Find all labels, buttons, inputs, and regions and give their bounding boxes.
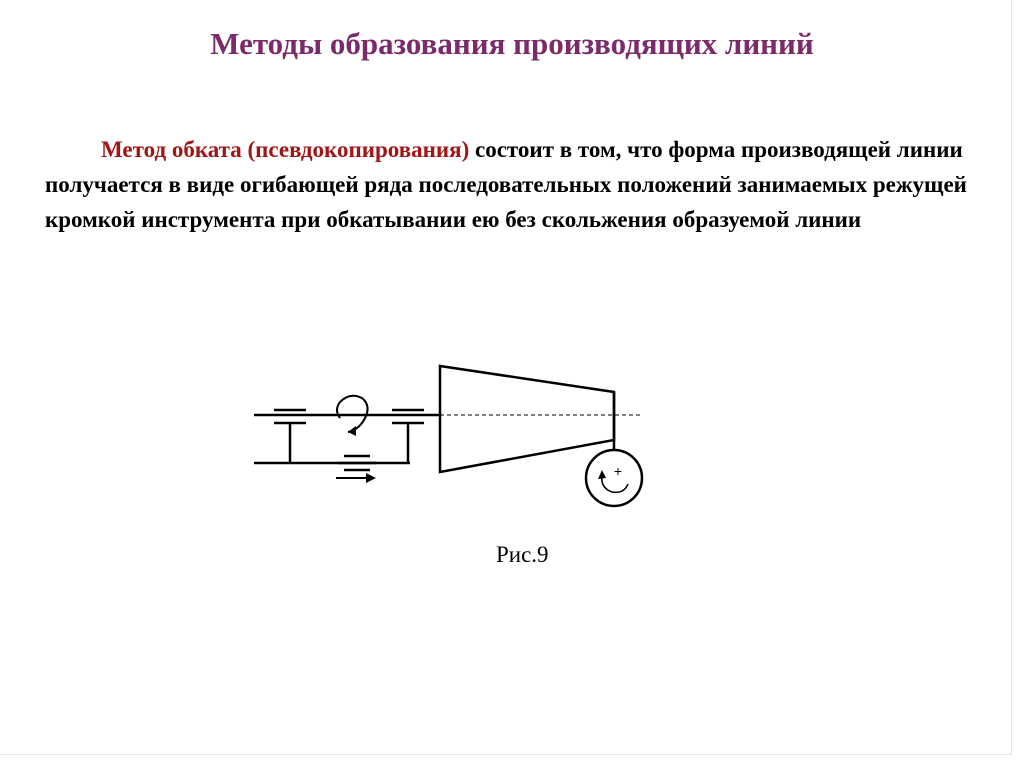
figure-caption: Рис.9	[496, 542, 549, 567]
method-description	[45, 132, 975, 237]
tapered-workpiece	[440, 366, 614, 472]
slide-title: Методы образования производящих линий	[210, 26, 814, 61]
rotation-sign: +	[613, 463, 623, 479]
right-bearing	[392, 410, 424, 463]
rolling-method-diagram	[240, 350, 680, 530]
slide-guide	[338, 456, 376, 470]
tool-rotation-arrowhead	[598, 470, 606, 479]
left-bearing	[274, 410, 306, 463]
method-text: состоит в том, что форма производящей линии получается в виде огибающей ряда последовательных положений занимаемых режущей кромкой инструмента при обкатывании ею без скольжения образуемой линии	[45, 137, 967, 232]
method-term: Метод обката (псевдокопирования)	[101, 137, 470, 162]
feed-arrow	[336, 473, 376, 483]
